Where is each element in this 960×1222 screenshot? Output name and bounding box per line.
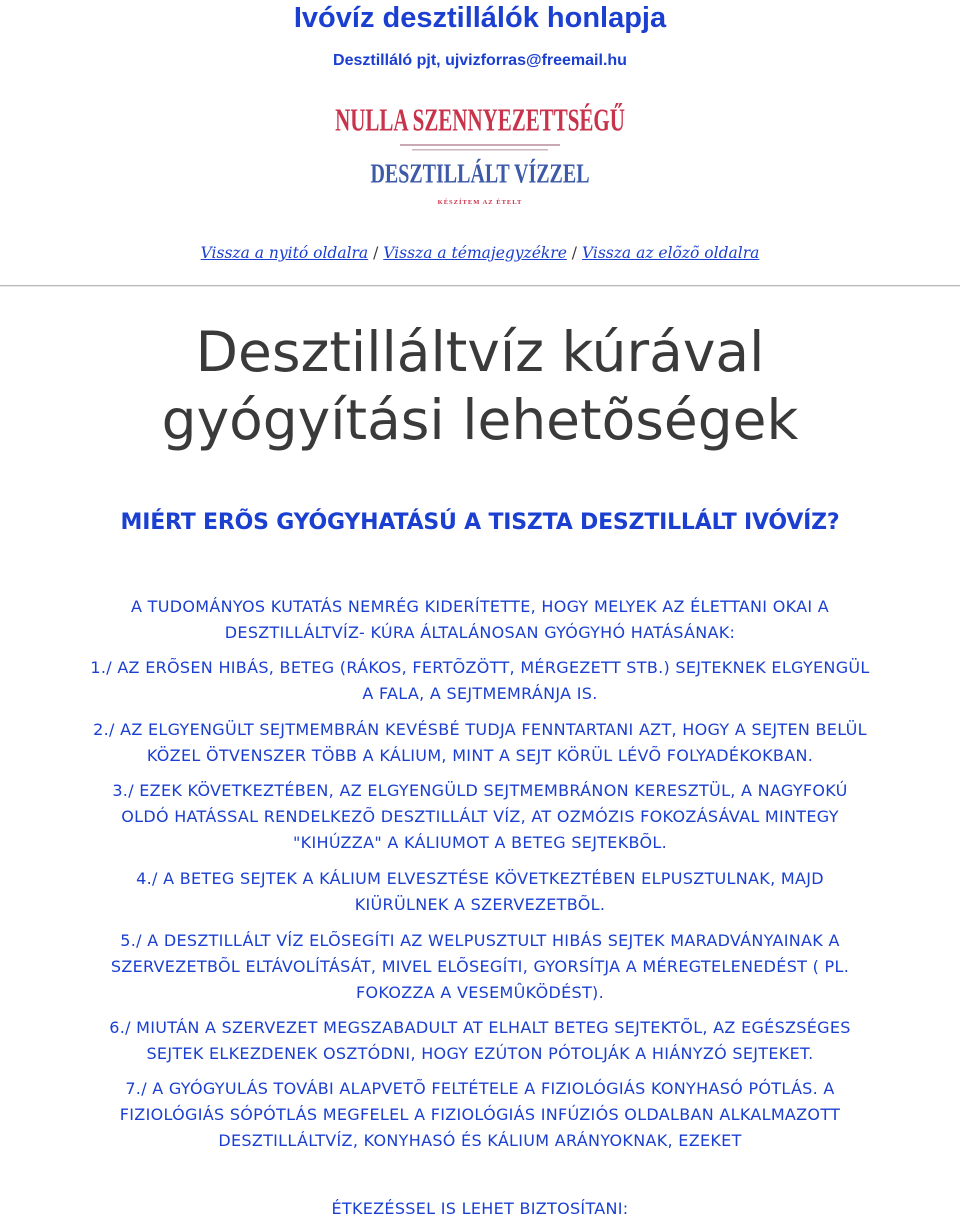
logo-text-2: DESZTILLÁLT VÍZZEL	[370, 159, 590, 190]
logo-text-3: KÉSZÍTEM AZ ÉTELT	[437, 199, 523, 206]
point-6	[0, 1015, 960, 1067]
nav-link-home[interactable]: Vissza a nyitó oldalra	[200, 244, 369, 262]
point-4	[0, 866, 960, 918]
point-2-line1: 2./ AZ ELGYENGÜLT SEJTMEMBRÁN KEVÉSBÉ TUDJA FENNTARTANI AZT, HOGY A SEJTEN BELÜL	[93, 720, 867, 739]
page-title-line2: gyógyítási lehetõségek	[161, 388, 799, 452]
point-2	[0, 717, 960, 769]
intro-line1: A TUDOMÁNYOS KUTATÁS NEMRÉG KIDERÍTETTE, HOGY MELYEK AZ ÉLETTANI OKAI A	[130, 597, 830, 616]
horizontal-divider	[0, 285, 960, 287]
point-7-line1: 7./ A GYÓGYULÁS TOVÁBI ALAPVETÕ FELTÉTELE A FIZIOLÓGIÁS KONYHASÓ PÓTLÁS. A	[125, 1079, 835, 1098]
point-7	[0, 1076, 960, 1154]
point-1-line2: A FALA, A SEJTMEMRÁNJA IS.	[362, 684, 598, 703]
logo-fine-print-2	[412, 149, 548, 151]
contact-line	[0, 52, 960, 70]
logo-fine-print-1	[400, 144, 560, 146]
point-7-line3: DESZTILLÁLTVÍZ, KONYHASÓ ÉS KÁLIUM ARÁNYOKNAK, EZEKET	[218, 1131, 742, 1150]
intro-paragraph	[0, 594, 960, 646]
point-5-line1: 5./ A DESZTILLÁLT VÍZ ELÕSEGÍTI AZ WELPUSZTULT HIBÁS SEJTEK MARADVÁNYAINAK A	[120, 931, 840, 950]
point-6-line2: SEJTEK ELKEZDENEK OSZTÓDNI, HOGY EZÚTON PÓTOLJÁK A HIÁNYZÓ SEJTEKET.	[146, 1044, 814, 1063]
point-1-line1: 1./ AZ ERÕSEN HIBÁS, BETEG (RÁKOS, FERTÕZÖTT, MÉRGEZETT STB.) SEJTEKNEK ELGYENGÜL	[90, 658, 870, 677]
nav-link-previous[interactable]: Vissza az elõzõ oldalra	[581, 244, 760, 262]
site-title: Ivóvíz desztillálók honlapja	[293, 2, 667, 34]
intro-line2: DESZTILLÁLTVÍZ- KÚRA ÁLTALÁNOSAN GYÓGYHÓ HATÁSÁNAK:	[224, 623, 736, 642]
contact-prefix: Desztilláló pjt,	[333, 52, 446, 69]
nav-link-index[interactable]: Vissza a témajegyzékre	[383, 244, 567, 262]
point-3-line2: OLDÓ HATÁSSAL RENDELKEZÕ DESZTILLÁLT VÍZ, AT OZMÓZIS FOKOZÁSÁVAL MINTEGY	[121, 807, 839, 826]
point-5-line2: SZERVEZETBÕL ELTÁVOLÍTÁSÁT, MIVEL ELÕSEGÍTI, GYORSÍTJA A MÉREGTELENEDÉST ( PL.	[110, 957, 850, 976]
page-title-line1: Desztilláltvíz kúrával	[195, 320, 765, 384]
point-7-line2: FIZIOLÓGIÁS SÓPÓTLÁS MEGFELEL A FIZIOLÓGIÁS INFÚZIÓS OLDALBAN ALKALMAZOTT	[119, 1105, 841, 1124]
breadcrumb-nav	[0, 244, 960, 262]
logo-image	[335, 96, 625, 214]
page-title	[0, 318, 960, 454]
point-4-line1: 4./ A BETEG SEJTEK A KÁLIUM ELVESZTÉSE KÖVETKEZTÉBEN ELPUSZTULNAK, MAJD	[136, 869, 824, 888]
nav-separator: /	[566, 244, 582, 262]
point-3-line1: 3./ EZEK KÖVETKEZTÉBEN, AZ ELGYENGÜLD SEJTMEMBRÁNON KERESZTÜL, A NAGYFOKÚ	[112, 781, 848, 800]
point-4-line2: KIÜRÜLNEK A SZERVEZETBÕL.	[354, 895, 606, 914]
closing-line: ÉTKEZÉSSEL IS LEHET BIZTOSÍTANI:	[331, 1199, 629, 1218]
point-1	[0, 655, 960, 707]
point-5	[0, 928, 960, 1006]
point-2-line2: KÖZEL ÖTVENSZER TÖBB A KÁLIUM, MINT A SEJT KÖRÜL LÉVÕ FOLYADÉKOKBAN.	[146, 746, 814, 765]
section-heading: MIÉRT ERÕS GYÓGYHATÁSÚ A TISZTA DESZTILLÁLT IVÓVÍZ?	[120, 510, 840, 535]
contact-email-link[interactable]: ujvizforras@freemail.hu	[445, 52, 627, 69]
point-6-line1: 6./ MIUTÁN A SZERVEZET MEGSZABADULT AT ELHALT BETEG SEJTEKTÕL, AZ EGÉSZSÉGES	[109, 1018, 851, 1037]
logo-graphic	[335, 96, 625, 214]
point-3-line3: "KIHÚZZA" A KÁLIUMOT A BETEG SEJTEKBÕL.	[293, 833, 667, 852]
nav-separator: /	[368, 244, 384, 262]
point-3	[0, 778, 960, 856]
point-5-line3: FOKOZZA A VESEMÛKÖDÉST).	[356, 983, 604, 1002]
logo-text-1: NULLA SZENNYEZETTSÉGŰ	[335, 102, 625, 138]
